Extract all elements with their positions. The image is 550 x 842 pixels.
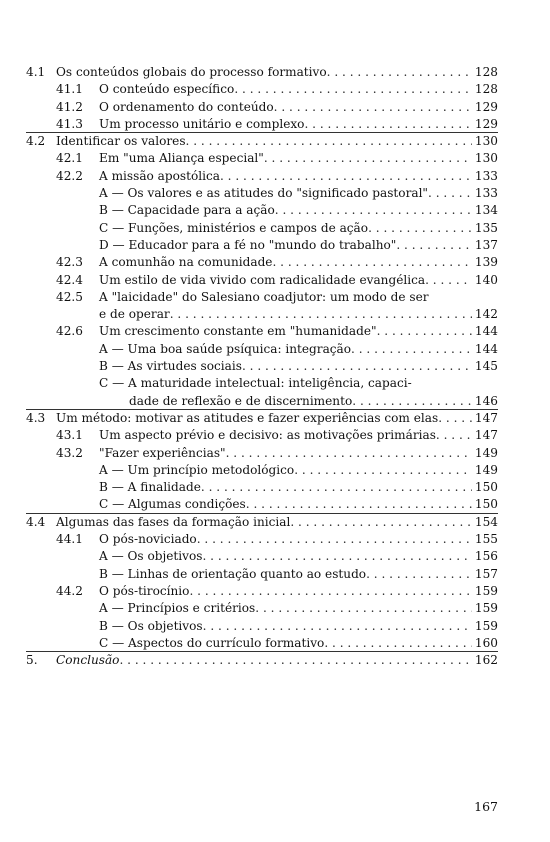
toc-entry xyxy=(26,479,498,496)
toc-entry-page: 146 xyxy=(474,393,498,408)
dot-leader xyxy=(327,64,472,81)
dot-leader xyxy=(220,168,472,185)
toc-entry xyxy=(26,168,498,185)
toc-entry xyxy=(26,600,498,617)
toc-entry xyxy=(26,289,498,324)
dot-leader xyxy=(324,635,472,652)
toc-entry xyxy=(26,375,498,410)
dot-leader xyxy=(290,514,472,531)
toc-entry xyxy=(26,410,498,427)
toc-entry-number: 4.4 xyxy=(26,514,46,529)
toc-entry-title: B — Capacidade para a ação xyxy=(99,203,275,218)
toc-entry-page: 142 xyxy=(474,307,498,322)
toc-entry xyxy=(26,116,498,133)
toc-entry xyxy=(26,496,498,513)
toc-entry-title: O ordenamento do conteúdo xyxy=(99,99,274,114)
dot-leader xyxy=(201,479,472,496)
dot-leader xyxy=(272,254,472,271)
dot-leader xyxy=(119,652,472,669)
toc-entry xyxy=(26,64,498,81)
page-number: 167 xyxy=(474,799,498,814)
toc-entry-title: A — Princípios e critérios xyxy=(99,601,256,616)
table-of-contents xyxy=(26,64,498,669)
toc-entry-number: 42.2 xyxy=(56,168,83,183)
toc-entry xyxy=(26,99,498,116)
toc-entry-page: 128 xyxy=(474,82,498,97)
toc-entry-number: 42.6 xyxy=(56,324,83,339)
toc-entry-title: Um processo unitário e complexo xyxy=(99,116,305,131)
dot-leader xyxy=(203,618,472,635)
toc-entry-page: 135 xyxy=(474,220,498,235)
dot-leader xyxy=(396,237,472,254)
toc-entry-number: 43.1 xyxy=(56,428,83,443)
dot-leader xyxy=(170,306,472,323)
dot-leader xyxy=(197,531,472,548)
toc-entry-title-continued: e de operar xyxy=(99,307,170,322)
toc-entry-title: Um estilo de vida vivido com radicalidade evangélica xyxy=(99,272,426,287)
dot-leader xyxy=(234,81,472,98)
toc-entry-page: 130 xyxy=(474,134,498,149)
toc-entry xyxy=(26,272,498,289)
toc-entry xyxy=(26,635,498,652)
toc-entry-title: A missão apostólica xyxy=(99,168,220,183)
toc-entry-number: 5. xyxy=(26,653,38,668)
toc-entry-page: 155 xyxy=(474,532,498,547)
dot-leader xyxy=(246,496,472,513)
dot-leader xyxy=(436,427,472,444)
toc-entry xyxy=(26,566,498,583)
toc-entry-page: 150 xyxy=(474,480,498,495)
toc-entry xyxy=(26,133,498,150)
toc-entry-title: C — A maturidade intelectual: inteligência, capaci- xyxy=(99,376,412,391)
toc-entry xyxy=(26,618,498,635)
toc-entry-title: A "laicidade" do Salesiano coadjutor: um modo de ser xyxy=(99,289,429,304)
toc-entry-title: Um método: motivar as atitudes e fazer experiências com elas xyxy=(56,410,439,425)
toc-entry-number: 43.2 xyxy=(56,445,83,460)
toc-entry-title: A — Um princípio metodológico xyxy=(99,462,295,477)
toc-entry-page: 129 xyxy=(474,99,498,114)
dot-leader xyxy=(366,566,472,583)
toc-entry-page: 156 xyxy=(474,549,498,564)
toc-entry-page: 128 xyxy=(474,65,498,79)
toc-entry-number: 41.2 xyxy=(56,99,83,114)
toc-entry-title: B — Os objetivos xyxy=(99,618,203,633)
dot-leader xyxy=(294,462,472,479)
toc-entry xyxy=(26,323,498,340)
dot-leader xyxy=(377,323,472,340)
toc-entry-page: 145 xyxy=(474,359,498,374)
toc-entry xyxy=(26,254,498,271)
toc-entry-page: 159 xyxy=(474,601,498,616)
toc-entry xyxy=(26,341,498,358)
toc-entry-number: 44.2 xyxy=(56,583,83,598)
toc-entry-title: A comunhão na comunidade xyxy=(99,255,273,270)
toc-entry-title: O conteúdo específico xyxy=(99,82,235,97)
toc-entry xyxy=(26,445,498,462)
toc-entry-number: 41.3 xyxy=(56,116,83,131)
toc-entry-number: 4.2 xyxy=(26,134,46,149)
dot-leader xyxy=(352,393,472,410)
toc-entry-title: C — Algumas condições xyxy=(99,497,246,512)
toc-entry-number: 42.1 xyxy=(56,151,83,166)
toc-entry-page: 144 xyxy=(474,341,498,356)
toc-entry-page: 149 xyxy=(474,445,498,460)
toc-entry-page: 147 xyxy=(474,428,498,443)
dot-leader xyxy=(242,358,472,375)
toc-entry-page: 159 xyxy=(474,583,498,598)
toc-entry xyxy=(26,652,498,669)
toc-entry xyxy=(26,548,498,565)
toc-entry-title: "Fazer experiências" xyxy=(99,445,226,460)
toc-entry-page: 134 xyxy=(474,203,498,218)
toc-entry-title: B — A finalidade xyxy=(99,480,201,495)
toc-entry-page: 154 xyxy=(474,514,498,529)
dot-leader xyxy=(438,410,472,427)
toc-entry-page: 137 xyxy=(474,237,498,252)
toc-entry xyxy=(26,220,498,237)
toc-entry-page: 150 xyxy=(474,497,498,512)
toc-entry-page: 140 xyxy=(474,272,498,287)
toc-entry-page: 157 xyxy=(474,566,498,581)
toc-entry-title: O pós-noviciado xyxy=(99,532,197,547)
toc-entry-page: 133 xyxy=(474,168,498,183)
dot-leader xyxy=(264,150,472,167)
toc-entry-title: C — Aspectos do currículo formativo xyxy=(99,635,325,650)
toc-entry-page: 159 xyxy=(474,618,498,633)
toc-entry xyxy=(26,358,498,375)
toc-entry-number: 4.3 xyxy=(26,410,46,425)
toc-entry-title: Os conteúdos globais do processo formativo xyxy=(56,65,327,79)
toc-entry-number: 44.1 xyxy=(56,532,83,547)
toc-entry-title: C — Funções, ministérios e campos de ação xyxy=(99,220,369,235)
toc-entry-title: A — Uma boa saúde psíquica: integração xyxy=(99,341,352,356)
toc-entry xyxy=(26,150,498,167)
toc-entry-page: 162 xyxy=(474,653,498,668)
toc-entry-title: D — Educador para a fé no "mundo do trabalho" xyxy=(99,237,397,252)
toc-entry-title-continued: dade de reflexão e de discernimento xyxy=(129,393,353,408)
toc-entry-title: A — Os objetivos xyxy=(99,549,203,564)
toc-entry-title: Em "uma Aliança especial" xyxy=(99,151,264,166)
toc-entry xyxy=(26,531,498,548)
dot-leader xyxy=(304,116,472,133)
toc-entry-title: Algumas das fases da formação inicial xyxy=(56,514,291,529)
toc-entry xyxy=(26,202,498,219)
toc-entry xyxy=(26,81,498,98)
toc-entry-title: Um aspecto prévio e decisivo: as motivações primárias xyxy=(99,428,436,443)
toc-entry-title: B — Linhas de orientação quanto ao estudo xyxy=(99,566,367,581)
toc-entry-page: 160 xyxy=(474,635,498,650)
dot-leader xyxy=(351,341,472,358)
dot-leader xyxy=(425,272,472,289)
toc-entry-number: 41.1 xyxy=(56,82,83,97)
toc-entry-number: 42.5 xyxy=(56,289,83,304)
toc-entry-title: Um crescimento constante em "humanidade" xyxy=(99,324,377,339)
toc-entry xyxy=(26,514,498,531)
dot-leader xyxy=(274,99,472,116)
toc-entry-page: 129 xyxy=(474,116,498,131)
toc-entry xyxy=(26,185,498,202)
toc-entry-title: A — Os valores e as atitudes do "significado pastoral" xyxy=(99,186,428,201)
toc-entry-title: B — As virtudes sociais xyxy=(99,359,242,374)
dot-leader xyxy=(368,220,472,237)
toc-entry-number: 42.3 xyxy=(56,255,83,270)
dot-leader xyxy=(186,133,472,150)
toc-entry xyxy=(26,427,498,444)
toc-entry-page: 144 xyxy=(474,324,498,339)
toc-entry xyxy=(26,237,498,254)
toc-entry-number: 42.4 xyxy=(56,272,83,287)
dot-leader xyxy=(255,600,472,617)
toc-entry-page: 149 xyxy=(474,462,498,477)
toc-entry-page: 139 xyxy=(474,255,498,270)
toc-entry-title: Identificar os valores xyxy=(56,134,186,149)
toc-entry-title: Conclusão xyxy=(56,653,120,668)
dot-leader xyxy=(275,202,472,219)
toc-entry-page: 133 xyxy=(474,186,498,201)
dot-leader xyxy=(189,583,472,600)
dot-leader xyxy=(202,548,472,565)
toc-entry-page: 130 xyxy=(474,151,498,166)
dot-leader xyxy=(226,445,472,462)
toc-entry xyxy=(26,583,498,600)
toc-entry-number: 4.1 xyxy=(26,65,46,79)
toc-entry-title: O pós-tirocínio xyxy=(99,583,190,598)
toc-entry xyxy=(26,462,498,479)
toc-entry-page: 147 xyxy=(474,410,498,425)
dot-leader xyxy=(428,185,472,202)
